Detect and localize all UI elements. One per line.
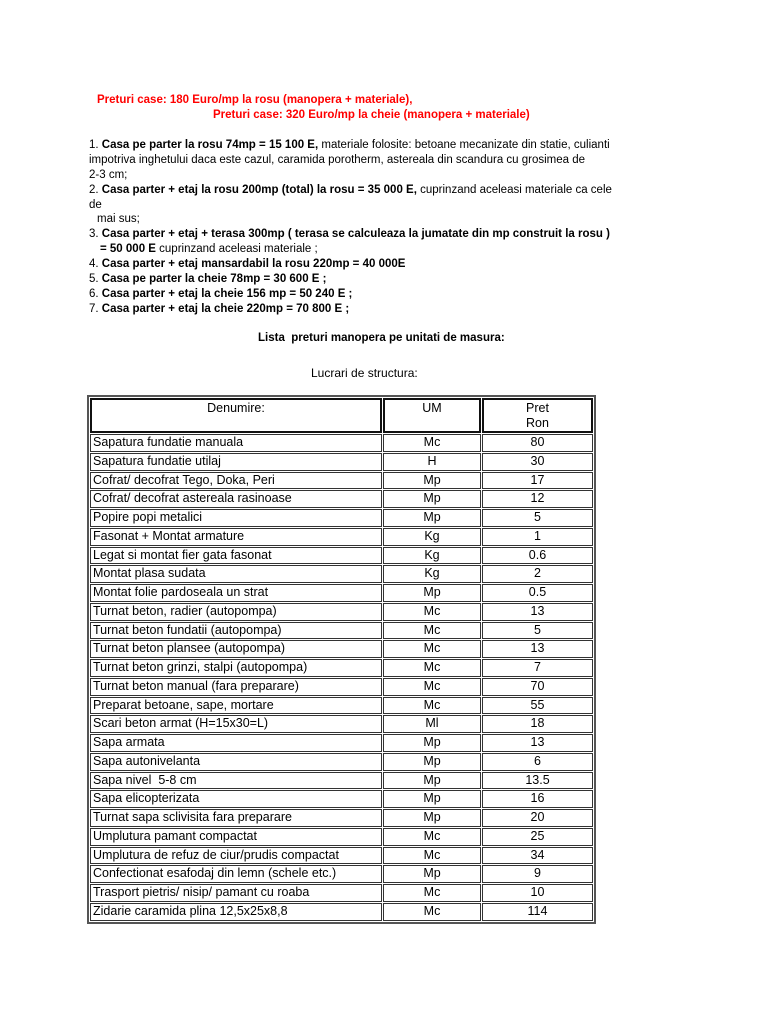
price-note-rough: Preturi case: 180 Euro/mp la rosu (manopera + materiale), xyxy=(97,94,413,106)
offer-details-continued xyxy=(89,242,612,257)
work-item-name: Trasport pietris/ nisip/ pamant cu roaba xyxy=(90,884,382,902)
unit-of-measure: Mc xyxy=(383,434,481,452)
price-ron: 0.5 xyxy=(482,584,593,602)
price-note-turnkey: Preturi case: 320 Euro/mp la cheie (manopera + materiale) xyxy=(213,109,530,121)
unit-of-measure: Kg xyxy=(383,528,481,546)
unit-of-measure: Kg xyxy=(383,565,481,583)
offer-details: cuprinzand aceleasi materiale ; xyxy=(159,243,318,256)
table-row xyxy=(90,622,593,640)
unit-of-measure: Mp xyxy=(383,809,481,827)
table-row xyxy=(90,847,593,865)
offer-number: 6. xyxy=(89,287,99,300)
unit-of-measure: H xyxy=(383,453,481,471)
price-ron: 1 xyxy=(482,528,593,546)
table-row xyxy=(90,603,593,621)
price-ron: 2 xyxy=(482,565,593,583)
table-row xyxy=(90,697,593,715)
offer-title: Casa pe parter la cheie 78mp = 30 600 E ; xyxy=(101,273,327,286)
table-header-row xyxy=(90,398,593,433)
price-ron: 6 xyxy=(482,753,593,771)
work-item-name: Sapa armata xyxy=(90,734,382,752)
table-row xyxy=(90,790,593,808)
table-row xyxy=(90,903,593,921)
offer-number: 7. xyxy=(89,302,99,315)
offer-details-line: de xyxy=(89,198,102,211)
price-ron: 13 xyxy=(482,640,593,658)
offer-item-6 xyxy=(89,287,612,302)
work-item-name: Scari beton armat (H=15x30=L) xyxy=(90,715,382,733)
table-row xyxy=(90,678,593,696)
offer-title: Casa parter + etaj la rosu 200mp (total) la rosu = 35 000 E, xyxy=(101,183,417,196)
work-item-name: Sapa elicopterizata xyxy=(90,790,382,808)
offer-title: Casa pe parter la rosu 74mp = 15 100 E, xyxy=(101,139,319,151)
table-row xyxy=(90,509,593,527)
offer-details-line: mai sus; xyxy=(97,213,140,226)
table-row xyxy=(90,753,593,771)
price-ron: 9 xyxy=(482,865,593,883)
price-ron: 12 xyxy=(482,490,593,508)
unit-of-measure: Mp xyxy=(383,753,481,771)
work-item-name: Turnat beton grinzi, stalpi (autopompa) xyxy=(90,659,382,677)
work-item-name: Sapa autonivelanta xyxy=(90,753,382,771)
unit-of-measure: Kg xyxy=(383,547,481,565)
table-row xyxy=(90,472,593,490)
unit-of-measure: Mp xyxy=(383,734,481,752)
unit-of-measure: Mc xyxy=(383,903,481,921)
price-ron: 16 xyxy=(482,790,593,808)
work-item-name: Cofrat/ decofrat Tego, Doka, Peri xyxy=(90,472,382,490)
table-row xyxy=(90,809,593,827)
price-ron: 13 xyxy=(482,603,593,621)
work-item-name: Fasonat + Montat armature xyxy=(90,528,382,546)
price-ron: 34 xyxy=(482,847,593,865)
unit-of-measure: Mp xyxy=(383,584,481,602)
price-ron: 80 xyxy=(482,434,593,452)
work-item-name: Turnat beton plansee (autopompa) xyxy=(90,640,382,658)
unit-of-measure: Mc xyxy=(383,622,481,640)
offer-details-continued xyxy=(89,153,612,168)
section-title: Lista preturi manopera pe unitati de masura: xyxy=(258,332,505,344)
offer-details-continued xyxy=(89,212,612,227)
work-item-name: Cofrat/ decofrat astereala rasinoase xyxy=(90,490,382,508)
table-row xyxy=(90,715,593,733)
unit-of-measure: Mc xyxy=(383,884,481,902)
work-item-name: Turnat beton fundatii (autopompa) xyxy=(90,622,382,640)
offer-item-3 xyxy=(89,227,612,242)
offer-number: 2. xyxy=(89,183,99,196)
offer-details-continued xyxy=(89,168,612,183)
unit-of-measure: Mc xyxy=(383,828,481,846)
offer-number: 5. xyxy=(89,273,99,286)
offer-details-continued xyxy=(89,198,612,213)
price-ron: 18 xyxy=(482,715,593,733)
work-item-name: Montat plasa sudata xyxy=(90,565,382,583)
offer-details-line: impotriva inghetului daca este cazul, caramida porotherm, astereala din scandura cu grosimea de xyxy=(89,153,586,166)
unit-of-measure: Mc xyxy=(383,640,481,658)
work-item-name: Turnat beton manual (fara preparare) xyxy=(90,678,382,696)
work-item-name: Umplutura pamant compactat xyxy=(90,828,382,846)
work-item-name: Montat folie pardoseala un strat xyxy=(90,584,382,602)
house-offer-list xyxy=(89,138,612,317)
unit-of-measure: Mc xyxy=(383,847,481,865)
price-ron: 114 xyxy=(482,903,593,921)
offer-item-7 xyxy=(89,302,612,317)
price-ron: 55 xyxy=(482,697,593,715)
price-ron: 20 xyxy=(482,809,593,827)
price-ron: 30 xyxy=(482,453,593,471)
column-header-name: Denumire: xyxy=(90,398,382,433)
work-item-name: Legat si montat fier gata fasonat xyxy=(90,547,382,565)
table-row xyxy=(90,659,593,677)
work-item-name: Popire popi metalici xyxy=(90,509,382,527)
table-row xyxy=(90,453,593,471)
offer-title: Casa parter + etaj mansardabil la rosu 220mp = 40 000E xyxy=(101,258,406,271)
unit-of-measure: Mp xyxy=(383,790,481,808)
price-ron: 13 xyxy=(482,734,593,752)
table-row xyxy=(90,565,593,583)
price-ron: 0.6 xyxy=(482,547,593,565)
offer-item-5 xyxy=(89,272,612,287)
unit-of-measure: Mp xyxy=(383,509,481,527)
work-item-name: Sapatura fundatie utilaj xyxy=(90,453,382,471)
subsection-title: Lucrari de structura: xyxy=(311,366,418,380)
offer-details: cuprinzand aceleasi materiale ca cele xyxy=(420,183,612,196)
unit-of-measure: Mp xyxy=(383,772,481,790)
table-row xyxy=(90,434,593,452)
table-row xyxy=(90,884,593,902)
unit-of-measure: Mp xyxy=(383,490,481,508)
table-row xyxy=(90,772,593,790)
offer-title: Casa parter + etaj la cheie 220mp = 70 800 E ; xyxy=(101,302,350,315)
offer-item-2 xyxy=(89,183,612,198)
work-item-name: Umplutura de refuz de ciur/prudis compactat xyxy=(90,847,382,865)
column-header-price xyxy=(482,398,593,433)
column-header-unit: UM xyxy=(383,398,481,433)
unit-of-measure: Mc xyxy=(383,603,481,621)
table-row xyxy=(90,547,593,565)
offer-item-4 xyxy=(89,257,612,272)
work-item-name: Turnat sapa sclivisita fara preparare xyxy=(90,809,382,827)
table-row xyxy=(90,490,593,508)
work-item-name: Turnat beton, radier (autopompa) xyxy=(90,603,382,621)
table-row xyxy=(90,640,593,658)
offer-title: Casa parter + etaj la cheie 156 mp = 50 240 E ; xyxy=(101,287,353,300)
offer-number: 1. xyxy=(89,139,99,151)
price-ron: 7 xyxy=(482,659,593,677)
table-row xyxy=(90,584,593,602)
price-ron: 5 xyxy=(482,622,593,640)
price-ron: 25 xyxy=(482,828,593,846)
offer-item-1 xyxy=(89,138,612,153)
offer-details-line: 2-3 cm; xyxy=(89,168,128,181)
unit-of-measure: Mc xyxy=(383,659,481,677)
unit-of-measure: Mp xyxy=(383,472,481,490)
offer-number: 3. xyxy=(89,228,99,241)
price-ron: 17 xyxy=(482,472,593,490)
column-header-price-line1: Pret xyxy=(526,401,549,415)
unit-of-measure: Mc xyxy=(383,678,481,696)
table-row xyxy=(90,528,593,546)
offer-details: materiale folosite: betoane mecanizate din statie, culianti xyxy=(321,139,610,151)
work-item-name: Preparat betoane, sape, mortare xyxy=(90,697,382,715)
price-ron: 70 xyxy=(482,678,593,696)
work-item-name: Confectionat esafodaj din lemn (schele etc.) xyxy=(90,865,382,883)
price-ron: 13.5 xyxy=(482,772,593,790)
work-item-name: Zidarie caramida plina 12,5x25x8,8 xyxy=(90,903,382,921)
table-row xyxy=(90,734,593,752)
column-header-price-line2: Ron xyxy=(526,416,549,430)
price-ron: 10 xyxy=(482,884,593,902)
work-item-name: Sapa nivel 5-8 cm xyxy=(90,772,382,790)
table-row xyxy=(90,865,593,883)
price-ron: 5 xyxy=(482,509,593,527)
offer-title: Casa parter + etaj + terasa 300mp ( terasa se calculeaza la jumatate din mp construit la rosu ) xyxy=(101,228,610,241)
work-item-name: Sapatura fundatie manuala xyxy=(90,434,382,452)
labor-price-table xyxy=(87,395,596,924)
unit-of-measure: Mc xyxy=(383,697,481,715)
offer-number: 4. xyxy=(89,258,99,271)
table-row xyxy=(90,828,593,846)
offer-price: = 50 000 E xyxy=(100,243,156,256)
unit-of-measure: Mp xyxy=(383,865,481,883)
unit-of-measure: Ml xyxy=(383,715,481,733)
